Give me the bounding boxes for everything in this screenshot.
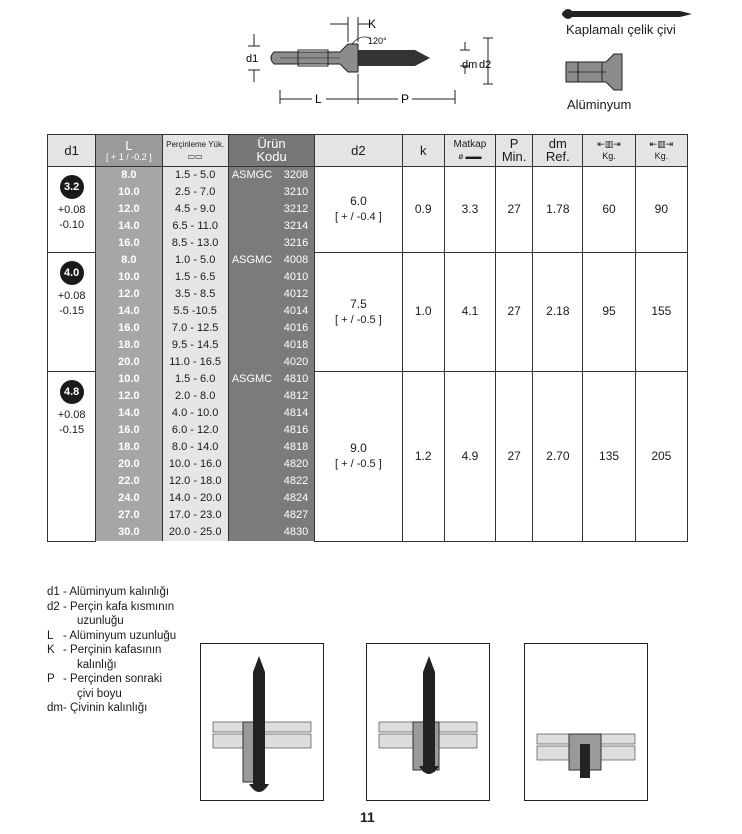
grip-range-cell: 2.0 - 8.0 bbox=[162, 388, 228, 405]
shear-cell: 95 bbox=[583, 252, 635, 371]
tensile-cell: 155 bbox=[635, 252, 687, 371]
L-cell: 16.0 bbox=[96, 422, 162, 439]
steel-mandrel-icon bbox=[560, 4, 700, 24]
L-cell: 24.0 bbox=[96, 490, 162, 507]
definition-item bbox=[47, 585, 176, 600]
dm-cell: 1.78 bbox=[533, 167, 583, 253]
definition-text: uzunluğu bbox=[77, 615, 124, 627]
product-code-cell bbox=[228, 388, 314, 405]
diagram-P-label: P bbox=[401, 92, 410, 106]
d1-badge: 4.0 bbox=[60, 261, 84, 285]
code-number: 4018 bbox=[283, 339, 309, 351]
header-drill: Matkap ø ▬▬ bbox=[444, 135, 495, 167]
L-cell: 10.0 bbox=[96, 184, 162, 201]
grip-icon: ▭▭ bbox=[187, 151, 203, 161]
code-prefix: ASMGC bbox=[231, 169, 273, 181]
product-code-cell bbox=[228, 337, 314, 354]
product-code-cell bbox=[228, 218, 314, 235]
code-number: 4812 bbox=[283, 390, 309, 402]
k-cell: 1.0 bbox=[402, 252, 444, 371]
grip-range-cell: 20.0 - 25.0 bbox=[162, 524, 228, 541]
definition-text: - Perçinden sonraki bbox=[63, 673, 163, 685]
definition-item bbox=[47, 600, 176, 615]
diagram-angle-label: 120° bbox=[368, 36, 387, 46]
header-L: L [ + 1 / -0.2 ] bbox=[96, 135, 162, 167]
definition-item bbox=[47, 701, 176, 716]
d1-tol-minus: -0.15 bbox=[59, 423, 85, 436]
d1-cell bbox=[48, 371, 96, 541]
definition-key: P bbox=[47, 673, 55, 685]
d1-tol-plus: +0.08 bbox=[57, 289, 86, 302]
code-number: 4820 bbox=[283, 458, 309, 470]
definition-item bbox=[47, 672, 176, 687]
definition-key: d1 bbox=[47, 586, 60, 598]
code-number: 4016 bbox=[283, 322, 309, 334]
drill-bit-icon: ø ▬▬ bbox=[458, 152, 482, 161]
header-d2: d2 bbox=[315, 135, 402, 167]
L-cell: 22.0 bbox=[96, 473, 162, 490]
rivet-stage-2 bbox=[366, 643, 490, 801]
table-row bbox=[48, 252, 688, 269]
d2-cell bbox=[315, 252, 402, 371]
d1-tol-minus: -0.15 bbox=[59, 304, 85, 317]
L-cell: 14.0 bbox=[96, 218, 162, 235]
definition-text: çivi boyu bbox=[77, 687, 122, 700]
p-cell: 27 bbox=[496, 371, 533, 541]
rivet-stage-3 bbox=[524, 643, 648, 801]
grip-range-cell: 1.0 - 5.0 bbox=[162, 252, 228, 269]
definition-text: - Perçin kafa kısmının bbox=[63, 600, 175, 613]
k-cell: 1.2 bbox=[402, 371, 444, 541]
code-number: 3216 bbox=[283, 237, 309, 249]
grip-range-cell: 4.5 - 9.0 bbox=[162, 201, 228, 218]
grip-range-cell: 2.5 - 7.0 bbox=[162, 184, 228, 201]
code-number: 4014 bbox=[283, 305, 309, 317]
definition-text: - Alüminyum uzunluğu bbox=[63, 629, 177, 642]
tensile-cell: 205 bbox=[635, 371, 687, 541]
diagram-k-label: K bbox=[368, 17, 377, 31]
diagram-L-label: L bbox=[315, 92, 322, 106]
product-code-cell bbox=[228, 439, 314, 456]
grip-range-cell: 3.5 - 8.5 bbox=[162, 286, 228, 303]
d1-tol-plus: +0.08 bbox=[57, 408, 86, 421]
L-cell: 10.0 bbox=[96, 371, 162, 388]
grip-range-cell: 14.0 - 20.0 bbox=[162, 490, 228, 507]
product-code-cell bbox=[228, 167, 314, 185]
code-prefix: ASGMC bbox=[231, 254, 273, 266]
p-cell: 27 bbox=[496, 167, 533, 253]
grip-range-cell: 8.0 - 14.0 bbox=[162, 439, 228, 456]
product-code-cell bbox=[228, 252, 314, 269]
L-cell: 14.0 bbox=[96, 303, 162, 320]
L-cell: 12.0 bbox=[96, 286, 162, 303]
L-cell: 27.0 bbox=[96, 507, 162, 524]
L-cell: 18.0 bbox=[96, 337, 162, 354]
shear-cell: 135 bbox=[583, 371, 635, 541]
product-code-cell bbox=[228, 235, 314, 252]
L-cell: 16.0 bbox=[96, 320, 162, 337]
code-prefix: ASGMC bbox=[231, 373, 273, 385]
grip-range-cell: 12.0 - 18.0 bbox=[162, 473, 228, 490]
d2-value: 7.5 bbox=[350, 296, 367, 311]
spec-table bbox=[47, 134, 688, 542]
legend-steel-label: Kaplamalı çelik çivi bbox=[566, 22, 676, 37]
d2-tolerance: [ + / -0.5 ] bbox=[335, 458, 382, 470]
code-number: 4810 bbox=[283, 373, 309, 385]
d1-badge: 4.8 bbox=[60, 380, 84, 404]
definition-key: dm bbox=[47, 702, 63, 714]
code-number: 4814 bbox=[283, 407, 309, 419]
definition-text: kalınlığı bbox=[77, 658, 117, 671]
L-cell: 10.0 bbox=[96, 269, 162, 286]
definition-key: L bbox=[47, 629, 54, 642]
grip-range-cell: 5.5 -10.5 bbox=[162, 303, 228, 320]
product-code-cell bbox=[228, 286, 314, 303]
L-cell: 12.0 bbox=[96, 201, 162, 218]
drill-cell: 4.1 bbox=[444, 252, 495, 371]
header-shear: ⇤▥⇥ Kg. bbox=[583, 135, 635, 167]
code-number: 3208 bbox=[283, 169, 309, 181]
code-number: 4020 bbox=[283, 356, 309, 368]
L-cell: 8.0 bbox=[96, 252, 162, 269]
d1-tol-plus: +0.08 bbox=[57, 204, 86, 216]
L-cell: 14.0 bbox=[96, 405, 162, 422]
grip-range-cell: 6.5 - 11.0 bbox=[162, 218, 228, 235]
grip-range-cell: 8.5 - 13.0 bbox=[162, 235, 228, 252]
dm-cell: 2.18 bbox=[533, 252, 583, 371]
definition-text: - Perçinin kafasının bbox=[63, 644, 162, 656]
grip-range-cell: 1.5 - 6.0 bbox=[162, 371, 228, 388]
code-number: 4008 bbox=[283, 254, 309, 266]
tensile-cell: 90 bbox=[635, 167, 687, 253]
definition-item bbox=[47, 658, 176, 673]
L-cell: 20.0 bbox=[96, 354, 162, 371]
definition-key: K bbox=[47, 644, 55, 656]
d1-tol-minus: -0.10 bbox=[59, 219, 85, 231]
aluminium-body-icon bbox=[562, 52, 632, 92]
code-number: 3214 bbox=[283, 220, 309, 232]
L-cell: 16.0 bbox=[96, 235, 162, 252]
diagram-d2-label: d2 bbox=[479, 59, 492, 71]
L-cell: 18.0 bbox=[96, 439, 162, 456]
grip-range-cell: 7.0 - 12.5 bbox=[162, 320, 228, 337]
code-number: 4827 bbox=[283, 509, 309, 521]
code-number: 3212 bbox=[283, 203, 309, 215]
rivet-stage-1 bbox=[200, 643, 324, 801]
grip-range-cell: 17.0 - 23.0 bbox=[162, 507, 228, 524]
d2-tolerance: [ + / -0.5 ] bbox=[335, 313, 382, 326]
product-code-cell bbox=[228, 371, 314, 388]
product-code-cell bbox=[228, 422, 314, 439]
code-number: 3210 bbox=[283, 186, 309, 198]
drill-cell: 4.9 bbox=[444, 371, 495, 541]
header-p: P Min. bbox=[496, 135, 533, 167]
p-cell: 27 bbox=[496, 252, 533, 371]
L-cell: 12.0 bbox=[96, 388, 162, 405]
code-number: 4830 bbox=[283, 526, 309, 538]
legend-aluminium-label: Alüminyum bbox=[567, 97, 632, 112]
product-code-cell bbox=[228, 303, 314, 320]
grip-range-cell: 6.0 - 12.0 bbox=[162, 422, 228, 439]
L-cell: 8.0 bbox=[96, 167, 162, 185]
product-code-cell bbox=[228, 473, 314, 490]
diagram-d1-label: d1 bbox=[246, 53, 259, 65]
rivet-diagram bbox=[240, 12, 500, 112]
definition-text: - Çivinin kalınlığı bbox=[63, 702, 148, 714]
product-code-cell bbox=[228, 354, 314, 371]
d2-value: 6.0 bbox=[350, 194, 367, 209]
code-number: 4012 bbox=[283, 288, 309, 300]
header-tensile: ⇤▥⇥ Kg. bbox=[635, 135, 687, 167]
code-number: 4824 bbox=[283, 492, 309, 504]
dm-cell: 2.70 bbox=[533, 371, 583, 541]
L-cell: 20.0 bbox=[96, 456, 162, 473]
code-number: 4818 bbox=[283, 441, 309, 453]
diagram-dm-label: dm bbox=[462, 59, 478, 71]
grip-range-cell: 1.5 - 6.5 bbox=[162, 269, 228, 286]
shear-test-icon: ⇤▥⇥ bbox=[597, 139, 621, 149]
L-cell: 30.0 bbox=[96, 524, 162, 541]
d2-cell bbox=[315, 371, 402, 541]
definitions-list bbox=[47, 585, 176, 716]
header-d1: d1 bbox=[48, 135, 96, 167]
header-grip-range: Perçinleme Yük. ▭▭ bbox=[162, 135, 228, 167]
product-code-cell bbox=[228, 405, 314, 422]
definition-key: d2 bbox=[47, 600, 60, 613]
table-row bbox=[48, 371, 688, 388]
grip-range-cell: 1.5 - 5.0 bbox=[162, 167, 228, 185]
table-header-row bbox=[48, 135, 688, 167]
d2-value: 9.0 bbox=[350, 441, 367, 455]
product-code-cell bbox=[228, 184, 314, 201]
table-row bbox=[48, 167, 688, 185]
definition-item bbox=[47, 687, 176, 702]
k-cell: 0.9 bbox=[402, 167, 444, 253]
code-number: 4822 bbox=[283, 475, 309, 487]
drill-cell: 3.3 bbox=[444, 167, 495, 253]
shear-cell: 60 bbox=[583, 167, 635, 253]
product-code-cell bbox=[228, 320, 314, 337]
tensile-test-icon: ⇤▥⇥ bbox=[649, 139, 674, 149]
header-dm: dm Ref. bbox=[533, 135, 583, 167]
page-number: 11 bbox=[360, 809, 375, 825]
grip-range-cell: 10.0 - 16.0 bbox=[162, 456, 228, 473]
definition-item bbox=[47, 643, 176, 658]
header-product-code: Ürün Kodu bbox=[228, 135, 314, 167]
header-k: k bbox=[402, 135, 444, 167]
product-code-cell bbox=[228, 269, 314, 286]
grip-range-cell: 9.5 - 14.5 bbox=[162, 337, 228, 354]
d2-tolerance: [ + / -0.4 ] bbox=[335, 211, 382, 224]
d1-badge: 3.2 bbox=[60, 175, 84, 199]
grip-range-cell: 4.0 - 10.0 bbox=[162, 405, 228, 422]
product-code-cell bbox=[228, 490, 314, 507]
code-number: 4816 bbox=[283, 424, 309, 436]
definition-item bbox=[47, 629, 176, 644]
product-code-cell bbox=[228, 456, 314, 473]
d1-cell bbox=[48, 252, 96, 371]
d2-cell bbox=[315, 167, 402, 253]
definition-text: - Alüminyum kalınlığı bbox=[63, 586, 170, 598]
code-number: 4010 bbox=[283, 271, 309, 283]
product-code-cell bbox=[228, 524, 314, 541]
grip-range-cell: 11.0 - 16.5 bbox=[162, 354, 228, 371]
definition-item bbox=[47, 614, 176, 629]
d1-cell bbox=[48, 167, 96, 253]
product-code-cell bbox=[228, 507, 314, 524]
product-code-cell bbox=[228, 201, 314, 218]
